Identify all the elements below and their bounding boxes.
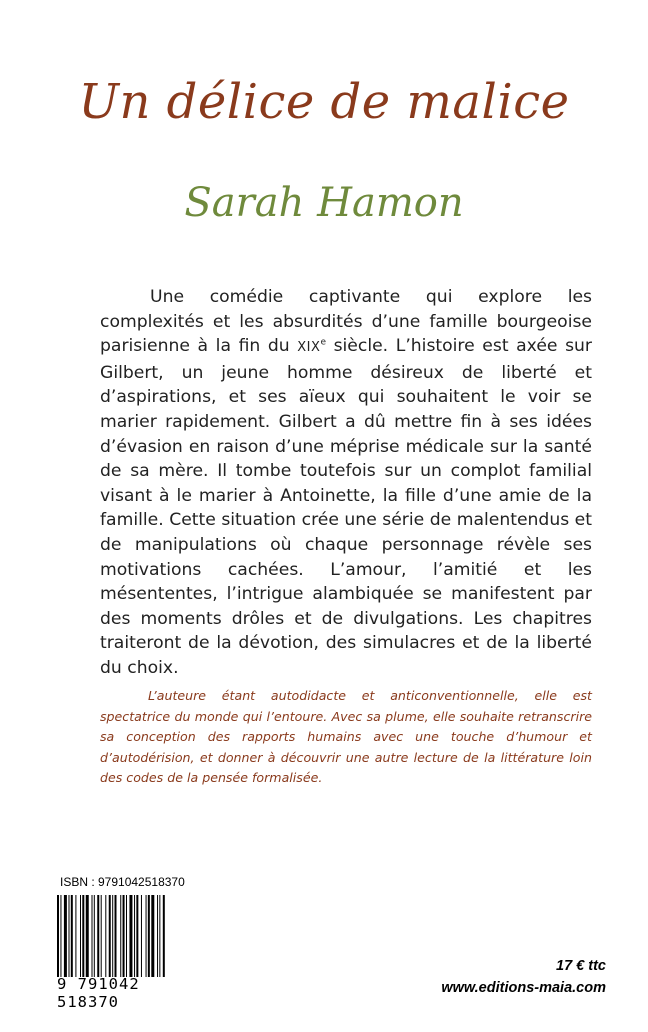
book-title: Un délice de malice (78, 74, 570, 130)
barcode-bar (82, 895, 84, 977)
barcode-bar (94, 895, 95, 977)
barcode-bar (57, 895, 59, 977)
barcode-bar (105, 895, 106, 977)
barcode-bar (163, 895, 165, 977)
author-name: Sarah Hamon (184, 180, 464, 226)
barcode (57, 895, 197, 977)
barcode-bar (151, 895, 154, 977)
barcode-bar (157, 895, 158, 977)
barcode-bar (80, 895, 81, 977)
barcode-bar (136, 895, 138, 977)
barcode-bar (112, 895, 113, 977)
barcode-bar (129, 895, 132, 977)
barcode-bar (97, 895, 99, 977)
barcode-bar (126, 895, 127, 977)
synopsis-text-start: Une comédie captivante qui explore les complexités et les absurdités d’une famille bourgeoise parisienne à la fin du (100, 287, 592, 357)
barcode-digits: 9 791042 518370 (57, 975, 140, 1011)
barcode-bar (71, 895, 73, 977)
barcode-bar (148, 895, 150, 977)
barcode-bar (123, 895, 125, 977)
synopsis-text-end: siècle. L’histoire est axée sur Gilbert, un jeune homme désireux de liberté et d’aspirations, et ses aïeux qui souhaitent le voir se marier rapidement. Gilbert a dû mettre fin à ses idées d’évasion en raison d’une méprise médicale sur la santé de sa mère. Il tombe toutefois sur un complot familial visant à le marier à Antoinette, la fille d’une amie de la famille. Cette situation crée une série de malentendus et de manipulations où chaque personnage révèle ses motivations cachées. L’amour, l’amitié et les mésententes, l’intrigue alambiquée se manifestent par des moments drôles et de divulgations. Les chapitres traiteront de la dévotion, des simulacres et de la liberté du choix. (100, 336, 592, 678)
barcode-bar (92, 895, 93, 977)
barcode-bar (115, 895, 117, 977)
century-superscript: e (320, 337, 326, 348)
barcode-bar (109, 895, 111, 977)
barcode-bar (101, 895, 102, 977)
barcode-bar (75, 895, 76, 977)
author-bio: L’auteure étant autodidacte et anticonventionnelle, elle est spectatrice du monde qui l’entoure. Avec sa plume, elle souhaite retranscrire sa conception des rapports humains avec une touche d’humour et d’autodérision, et donner à découvrir une autre lecture de la littérature loin des codes de la pensée formalisée. (100, 688, 592, 786)
barcode-bar (141, 895, 142, 977)
barcode-bar (120, 895, 121, 977)
synopsis-paragraph (100, 285, 592, 681)
barcode-bar (146, 895, 147, 977)
publisher-website: www.editions-maia.com (441, 980, 606, 996)
century-numeral: XIX (297, 340, 321, 356)
barcode-bar (134, 895, 135, 977)
barcode-bar (159, 895, 160, 977)
isbn-label: ISBN : 9791042518370 (60, 875, 185, 889)
barcode-bar (64, 895, 67, 977)
barcode-bar (60, 895, 61, 977)
barcode-bar (69, 895, 70, 977)
barcode-bar (86, 895, 89, 977)
price: 17 € ttc (556, 958, 606, 974)
